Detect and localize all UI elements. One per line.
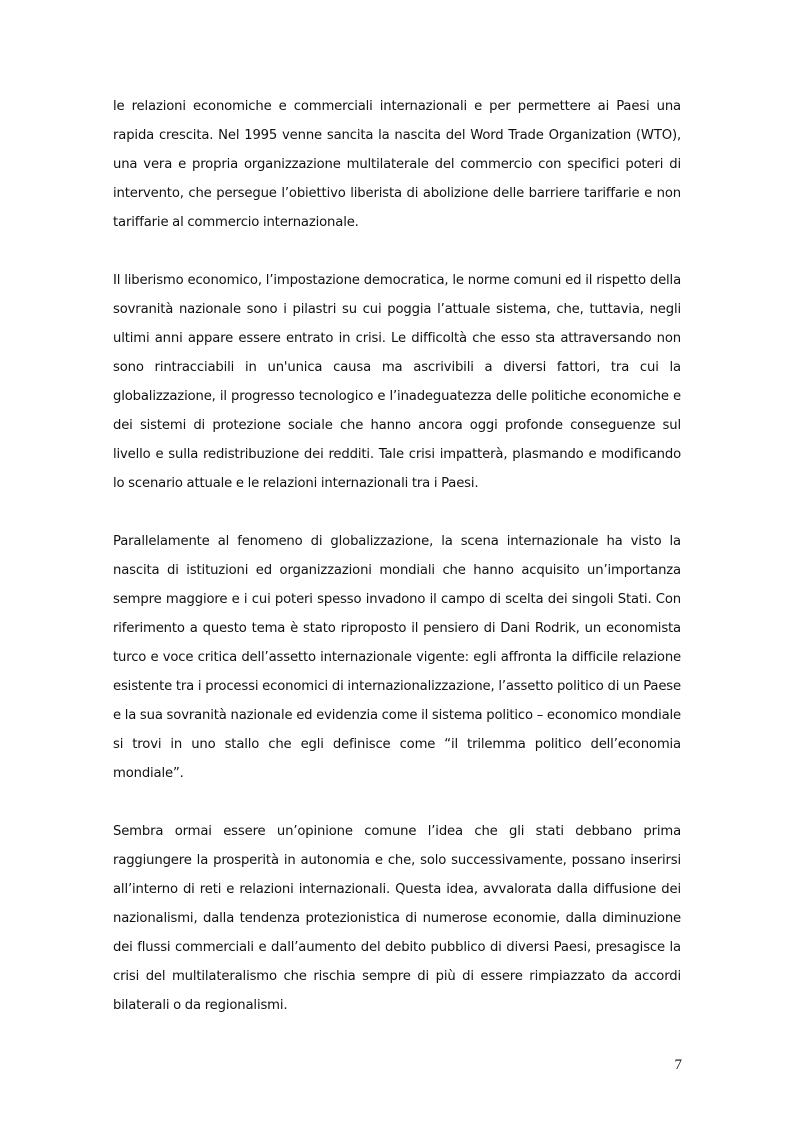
paragraph-rodrik-trilemma: Parallelamente al fenomeno di globalizzazione, la scena internazionale ha visto la nascita di istituzioni ed organizzazioni mondiali che hanno acquisito un’importanza sempre maggiore e i cui poteri spesso invadono il campo di scelta dei singoli Stati. Con riferimento a questo tema è stato riproposto il pensiero di Dani Rodrik, un economista turco e voce critica dell’assetto internazionale vigente: egli affronta la difficile relazione esistente tra i processi economici di internazionalizzazione, l’assetto politico di un Paese e la sua sovranità nazionale ed evidenzia come il sistema politico – economico mondiale si trovi in uno stallo che egli definisce come “il trilemma politico dell’economia mondiale”. [113, 534, 681, 781]
paragraph-multilateralism-crisis: Sembra ormai essere un’opinione comune l’idea che gli stati debbano prima raggiungere la prosperità in autonomia e che, solo successivamente, possano inserirsi all’interno di reti e relazioni internazionali. Questa idea, avvalorata dalla diffusione dei nazionalismi, dalla tendenza protezionistica di numerose economie, dalla diminuzione dei flussi commerciali e dall’aumento del debito pubblico di diversi Paesi, presagisce la crisi del multilateralismo che rischia sempre di più di essere rimpiazzato da accordi bilaterali o da regionalismi. [113, 824, 681, 1013]
body-text [113, 92, 681, 1049]
page-number: 7 [674, 1057, 682, 1073]
paragraph-wto: le relazioni economiche e commerciali internazionali e per permettere ai Paesi una rapida crescita. Nel 1995 venne sancita la nascita del Word Trade Organization (WTO), una vera e propria organizzazione multilaterale del commercio con specifici poteri di intervento, che persegue l’obiettivo liberista di abolizione delle barriere tariffarie e non tariffarie al commercio internazionale. [113, 99, 681, 230]
paragraph-liberalism-crisis: Il liberismo economico, l’impostazione democratica, le norme comuni ed il rispetto della sovranità nazionale sono i pilastri su cui poggia l’attuale sistema, che, tuttavia, negli ultimi anni appare essere entrato in crisi. Le difficoltà che esso sta attraversando non sono rintracciabili in un'unica causa ma ascrivibili a diversi fattori, tra cui la globalizzazione, il progresso tecnologico e l’inadeguatezza delle politiche economiche e dei sistemi di protezione sociale che hanno ancora oggi profonde conseguenze sul livello e sulla redistribuzione dei redditi. Tale crisi impatterà, plasmando e modificando lo scenario attuale e le relazioni internazionali tra i Paesi. [113, 273, 681, 491]
